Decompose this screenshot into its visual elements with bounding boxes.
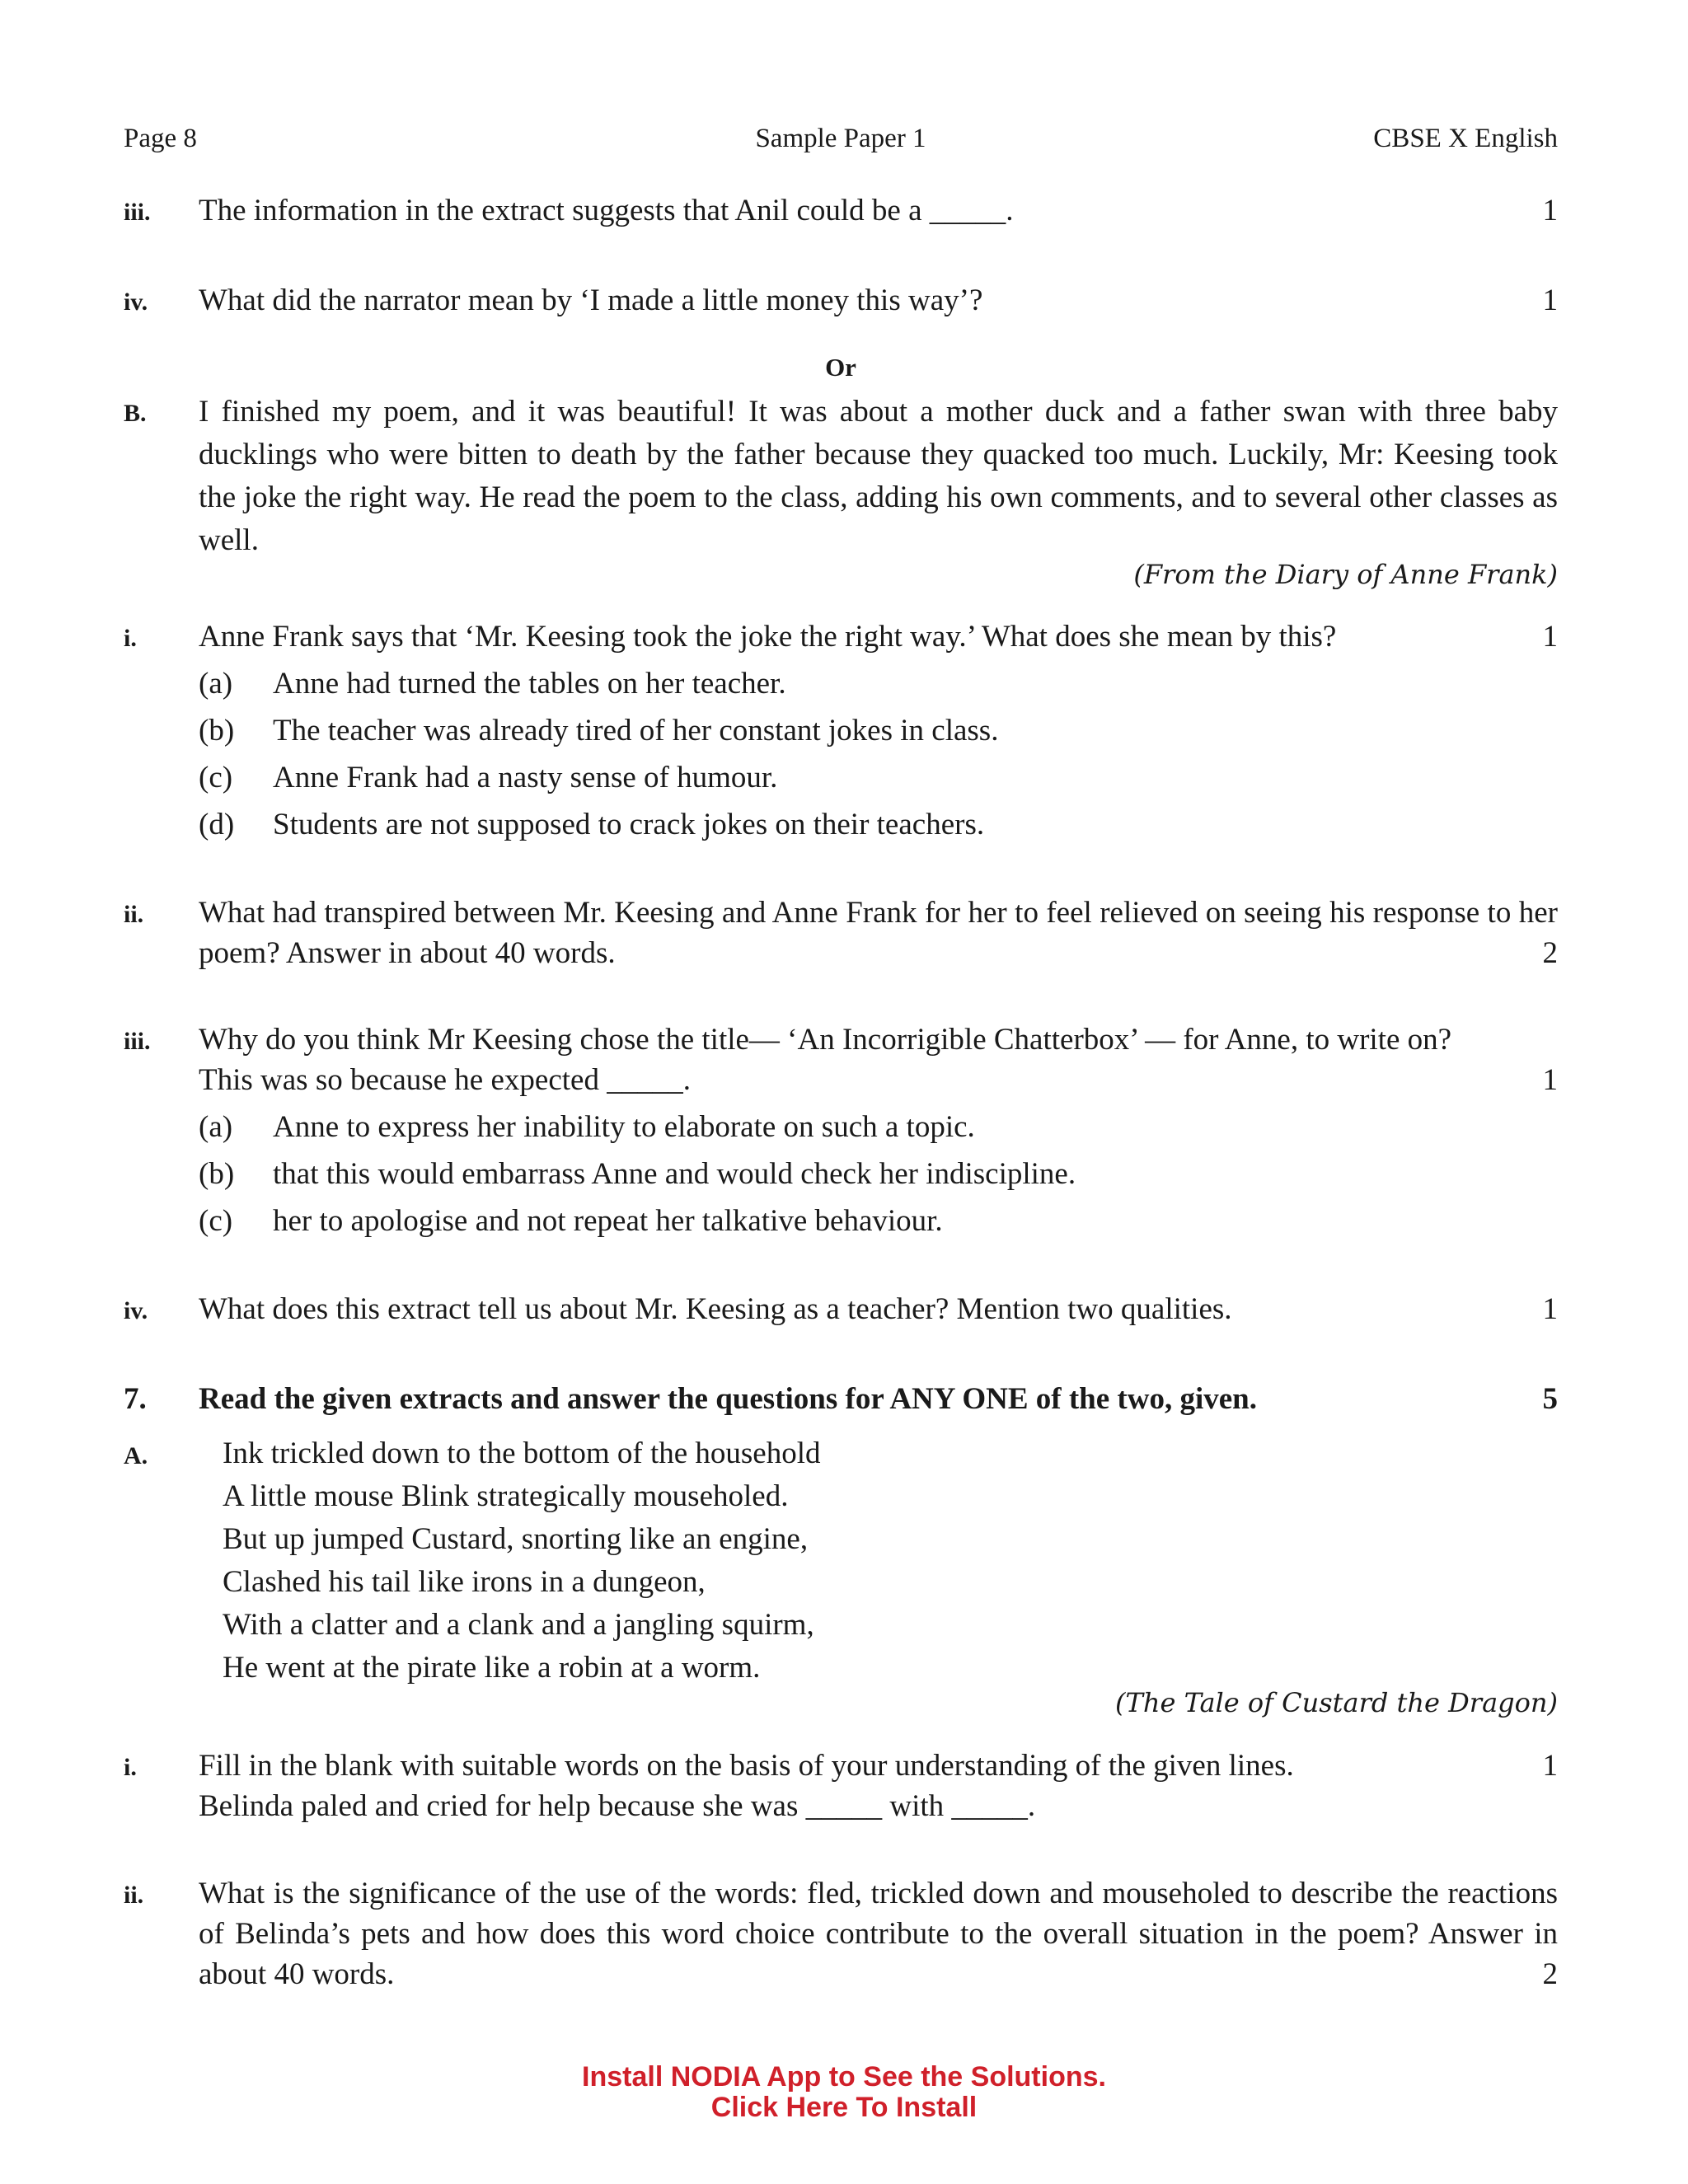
- question-6b-iv: [124, 1289, 1558, 1329]
- question-6b-ii: [124, 893, 1558, 973]
- marks: 1: [1542, 194, 1558, 227]
- question-text: What does this extract tell us about Mr. Keesing as a teacher? Mention two qualities.: [199, 1292, 1232, 1326]
- install-app-link[interactable]: [0, 2062, 1688, 2123]
- question-6b-i: [124, 616, 1558, 851]
- option-label: (a): [199, 667, 233, 701]
- question-7a-ii: [124, 1873, 1558, 1994]
- option-b: [199, 1154, 1558, 1201]
- marks: 2: [1542, 936, 1558, 970]
- question-line-2: This was so because he expected _____.: [199, 1063, 691, 1097]
- footer-line-1[interactable]: Install NODIA App to See the Solutions.: [582, 2061, 1106, 2093]
- option-text: Anne Frank had a nasty sense of humour.: [273, 761, 778, 794]
- poem-line: A little mouse Blink strategically mouseholed.: [223, 1479, 789, 1513]
- extract-source: (From the Diary of Anne Frank): [1133, 559, 1558, 590]
- question-line-1: Fill in the blank with suitable words on the basis of your understanding of the given lines.: [199, 1749, 1294, 1783]
- or-separator: Or: [825, 353, 856, 382]
- extract-6b: [124, 391, 1558, 562]
- question-text: Anne Frank says that ‘Mr. Keesing took the joke the right way.’ What does she mean by this?: [199, 620, 1337, 654]
- marks: 1: [1542, 1063, 1558, 1097]
- option-text: her to apologise and not repeat her talkative behaviour.: [273, 1204, 943, 1238]
- question-7a-i: [124, 1746, 1558, 1826]
- option-label: (c): [199, 761, 233, 794]
- subject-title: CBSE X English: [1373, 124, 1558, 153]
- question-6a-iv: [124, 280, 1558, 321]
- footer-line-2[interactable]: Click Here To Install: [710, 2092, 978, 2123]
- option-a: [199, 1107, 1558, 1154]
- poem-line: He went at the pirate like a robin at a worm.: [223, 1651, 761, 1685]
- question-text: What is the significance of the use of the words: fled, trickled down and mouseholed to describe the reactions of Belinda’s pets and how does this word choice contribute to the overall situation in the poem? Answer in about 40 words.: [199, 1877, 1558, 1991]
- question-text: What did the narrator mean by ‘I made a little money this way’?: [199, 284, 983, 317]
- poem-line: With a clatter and a clank and a jangling squirm,: [223, 1608, 814, 1642]
- option-b: [199, 710, 1558, 757]
- page-number: Page 8: [124, 124, 197, 153]
- question-number: 7.: [124, 1382, 147, 1416]
- extract-source: (The Tale of Custard the Dragon): [1115, 1687, 1558, 1718]
- option-label: (d): [199, 808, 235, 841]
- option-c: [199, 757, 1558, 804]
- option-label: (b): [199, 1157, 235, 1191]
- question-line-1: Why do you think Mr Keesing chose the title— ‘An Incorrigible Chatterbox’ — for Anne, to write on?: [199, 1023, 1452, 1057]
- question-number: iii.: [124, 1028, 151, 1055]
- option-label: (c): [199, 1204, 233, 1238]
- option-text: The teacher was already tired of her constant jokes in class.: [273, 714, 999, 748]
- option-c: [199, 1201, 1558, 1248]
- question-6a-iii: [124, 190, 1558, 231]
- marks: 1: [1542, 1749, 1558, 1783]
- extract-label: A.: [124, 1442, 148, 1469]
- question-number: iv.: [124, 288, 148, 316]
- marks: 1: [1542, 284, 1558, 317]
- question-6b-iii: [124, 1019, 1558, 1248]
- poem-extract: [223, 1432, 821, 1690]
- question-number: i.: [124, 625, 137, 652]
- option-label: (a): [199, 1110, 233, 1144]
- options-list: [199, 1107, 1558, 1248]
- exam-page: [124, 0, 1558, 2184]
- question-text: Read the given extracts and answer the questions for ANY ONE of the two, given.: [199, 1382, 1257, 1416]
- question-7: [124, 1379, 1558, 1419]
- poem-line: But up jumped Custard, snorting like an engine,: [223, 1522, 809, 1556]
- marks: 2: [1542, 1957, 1558, 1991]
- question-text: What had transpired between Mr. Keesing and Anne Frank for her to feel relieved on seeing his response to her poem? Answer in about 40 words.: [199, 896, 1558, 970]
- option-text: that this would embarrass Anne and would check her indiscipline.: [273, 1157, 1076, 1191]
- question-line-2: Belinda paled and cried for help because she was _____ with _____.: [199, 1789, 1036, 1823]
- option-a: [199, 663, 1558, 710]
- option-d: [199, 804, 1558, 851]
- marks: 1: [1542, 620, 1558, 654]
- extract-passage: I finished my poem, and it was beautiful! It was about a mother duck and a father swan with three baby ducklings who were bitten to death by the father because they quacked too much. Luckily, Mr: Keesing took the joke the right way. He read the poem to the class, adding his own comments, and to several other classes as well.: [199, 395, 1558, 557]
- option-text: Students are not supposed to crack jokes on their teachers.: [273, 808, 985, 841]
- question-number: iv.: [124, 1297, 148, 1324]
- extract-label: B.: [124, 400, 147, 427]
- question-number: ii.: [124, 901, 144, 928]
- option-label: (b): [199, 714, 235, 748]
- page-header: [124, 124, 1558, 157]
- option-text: Anne had turned the tables on her teacher.: [273, 667, 786, 701]
- question-text: The information in the extract suggests that Anil could be a _____.: [199, 194, 1014, 227]
- poem-line: Ink trickled down to the bottom of the household: [223, 1436, 821, 1470]
- question-number: ii.: [124, 1882, 144, 1909]
- question-number: i.: [124, 1754, 137, 1781]
- paper-title: Sample Paper 1: [755, 124, 926, 153]
- poem-line: Clashed his tail like irons in a dungeon,: [223, 1565, 706, 1599]
- question-number: iii.: [124, 199, 151, 226]
- options-list: [199, 663, 1558, 851]
- marks: 1: [1542, 1292, 1558, 1326]
- marks: 5: [1542, 1382, 1558, 1416]
- option-text: Anne to express her inability to elaborate on such a topic.: [273, 1110, 975, 1144]
